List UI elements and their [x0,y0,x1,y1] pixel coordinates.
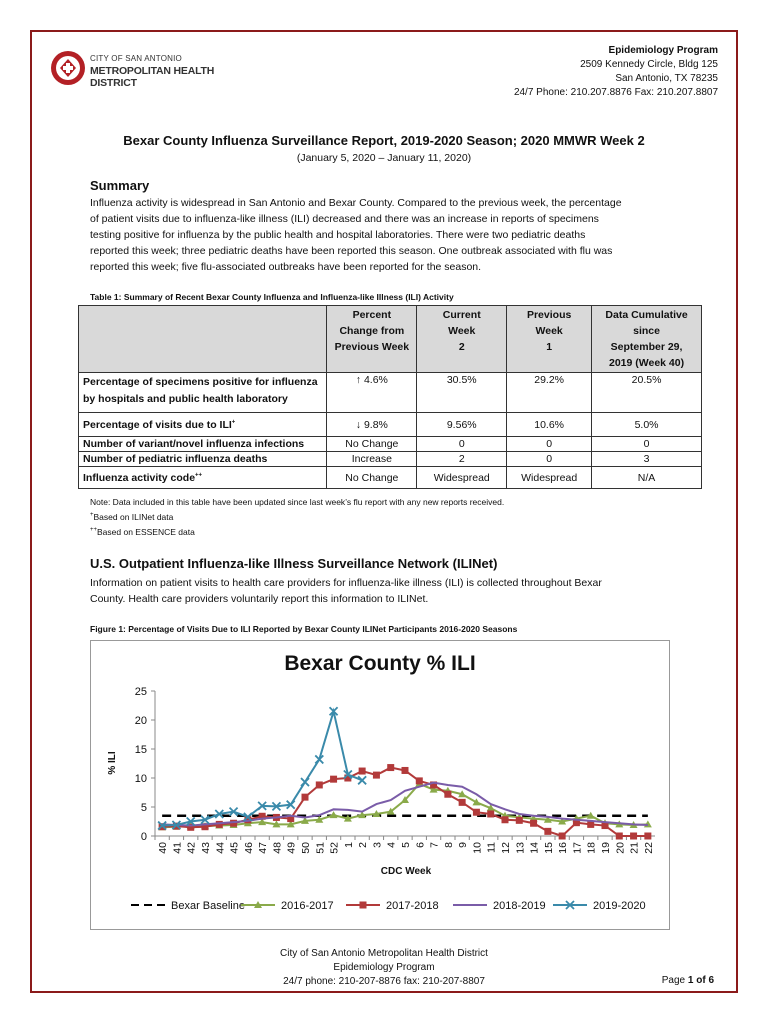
table-cell: Widespread [417,467,507,489]
legend-label: Bexar Baseline [171,900,245,912]
x-tick-label: 6 [414,842,427,848]
x-tick-label: 51 [314,842,327,854]
x-tick-label: 13 [514,842,527,854]
row-label: Number of variant/novel influenza infections [79,437,327,452]
y-tick-label: 15 [134,744,147,756]
x-tick-label: 45 [228,842,241,854]
row-label: Percentage of visits due to ILI+ [79,413,327,437]
x-tick-label: 43 [200,842,212,854]
x-tick-label: 17 [571,842,584,854]
x-tick-label: 21 [628,842,641,854]
table-row [79,467,702,489]
figure-caption: Figure 1: Percentage of Visits Due to ILI Reported by Bexar County ILINet Participants 2016-2020 Seasons [90,624,518,634]
y-tick-label: 10 [134,773,147,785]
phone-line: 24/7 Phone: 210.207.8876 Fax: 210.207.8807 [513,87,718,98]
legend-label: 2016-2017 [281,900,334,912]
table-cell: 30.5% [417,373,507,413]
table-notes [90,496,710,539]
ilinet-paragraph [90,575,710,607]
header-percent-change: Percent Change from Previous Week [327,306,417,373]
report-title: Bexar County Influenza Surveillance Report, 2019-2020 Season; 2020 MMWR Week 2 [123,133,645,148]
x-tick-label: 42 [185,842,198,854]
data-point [473,809,480,816]
table-cell: 0 [417,437,507,452]
data-point [487,810,494,817]
header-cumulative: Data Cumulative since September 29, 2019 (Week 40) [592,306,702,373]
ilinet-line: Information on patient visits to health care providers for influenza-like illness (ILI) is collected throughout Bexar [90,577,602,589]
logo [50,48,240,88]
x-tick-label: 5 [400,842,412,848]
table-header-blank [79,306,327,373]
x-tick-label: 18 [585,842,598,854]
x-tick-label: 7 [428,842,441,848]
table-caption: Table 1: Summary of Recent Bexar County Influenza and Influenza-like Illness (ILI) Activity [90,292,454,302]
legend-label: 2017-2018 [386,900,439,912]
address-line-1: 2509 Kennedy Circle, Bldg 125 [580,59,718,70]
x-tick-label: 48 [271,842,284,854]
x-tick-label: 16 [557,842,570,854]
series-line-2019-2020 [162,711,362,825]
table-row [79,452,702,467]
table-cell: 2 [417,452,507,467]
y-tick-label: 0 [140,831,147,843]
data-point [516,817,523,824]
table-cell: 29.2% [507,373,592,413]
x-tick-label: 47 [257,842,270,854]
x-tick-label: 1 [342,842,355,848]
data-point [358,776,366,784]
table-cell: ↓ 9.8% [327,413,417,437]
legend-label: 2018-2019 [493,900,546,912]
table-cell: No Change [327,437,417,452]
report-date-range: (January 5, 2020 – January 11, 2020) [296,152,472,164]
x-tick-label: 3 [371,842,384,848]
table-cell: No Change [327,467,417,489]
y-tick-label: 25 [134,686,147,698]
summary-table [78,305,702,489]
x-axis-label: CDC Week [380,866,432,877]
x-tick-label: 15 [542,842,555,854]
x-tick-label: 11 [485,842,498,853]
summary-line: reported this week; three pediatric deaths have been reported this season. One outbreak associated with flu was [90,245,613,257]
table-cell: 0 [507,452,592,467]
table-row [79,437,702,452]
table-cell: Widespread [507,467,592,489]
data-point [630,833,637,840]
data-point [544,828,551,835]
data-point [359,768,366,775]
footer-line-1: City of San Antonio Metropolitan Health District [280,948,488,959]
table-cell: 10.6% [507,413,592,437]
series-line-2018-2019 [162,783,648,826]
footer-line-3: 24/7 phone: 210-207-8876 fax: 210-207-8807 [283,976,485,987]
row-label: Number of pediatric influenza deaths [79,452,327,467]
data-point [502,816,509,823]
table-row [79,413,702,437]
table-cell: 0 [592,437,702,452]
data-point [302,794,309,801]
data-point [644,833,651,840]
table-cell: ↑ 4.6% [327,373,417,413]
summary-heading: Summary [90,178,150,193]
header-current-week: Current Week 2 [417,306,507,373]
ilinet-heading: U.S. Outpatient Influenza-like Illness Surveillance Network (ILINet) [90,556,498,571]
page-number: Page 1 of 6 [661,975,714,986]
x-tick-label: 41 [171,842,184,854]
table-note: Note: Data included in this table have been updated since last week’s flu report with any new reports received. [90,497,505,507]
data-point [559,833,566,840]
table-cell: 9.56% [417,413,507,437]
x-tick-label: 44 [214,842,227,854]
x-tick-label: 12 [500,842,512,854]
header-previous-week: Previous Week 1 [507,306,592,373]
x-tick-label: 49 [285,842,298,854]
x-tick-label: 8 [442,842,455,848]
summary-paragraph [90,195,710,275]
table-cell: N/A [592,467,702,489]
table-cell: Increase [327,452,417,467]
legend-marker [360,902,367,909]
x-tick-label: 46 [242,842,255,854]
x-tick-label: 2 [357,842,370,848]
ilinet-line: County. Health care providers voluntarily report this information to ILINet. [90,593,429,605]
table-cell: 5.0% [592,413,702,437]
footer [30,947,738,989]
summary-line: of patient visits due to influenza-like illness (ILI) decreased and there was an increase in reports of specimens [90,213,599,225]
chart-title: Bexar County % ILI [284,652,476,675]
logo-district-text: METROPOLITAN HEALTH DISTRICT [90,65,215,89]
footnote-essence: ++Based on ESSENCE data [90,526,195,537]
table-cell: 0 [507,437,592,452]
data-point [316,781,323,788]
summary-line: testing positive for influenza by the public health and hospital laboratories. There were two pediatric deaths [90,229,586,241]
data-point [530,820,537,827]
x-tick-label: 10 [471,842,484,854]
data-point [373,772,380,779]
table-row [79,373,702,413]
logo-city-text: CITY OF SAN ANTONIO [90,54,182,63]
x-tick-label: 9 [457,842,470,848]
table-cell: 3 [592,452,702,467]
ili-chart-svg [91,641,669,929]
address-block [514,44,718,100]
program-name: Epidemiology Program [608,45,718,56]
x-tick-label: 52 [328,842,341,854]
x-tick-label: 22 [642,842,655,854]
x-tick-label: 50 [300,842,312,854]
data-point [402,767,409,774]
y-tick-label: 5 [140,802,147,814]
row-label: Influenza activity code++ [79,467,327,489]
table-header-row [79,306,702,373]
table-cell: 20.5% [592,373,702,413]
x-tick-label: 14 [528,842,541,854]
summary-line: Influenza activity is widespread in San Antonio and Bexar County. Compared to the previous week, the percentage [90,197,622,209]
data-point [387,764,394,771]
x-tick-label: 19 [600,842,612,854]
data-point [330,776,337,783]
row-label: Percentage of specimens positive for influenza by hospitals and public health laboratory [79,373,327,413]
data-point [444,791,451,798]
legend-label: 2019-2020 [593,900,646,912]
footer-line-2: Epidemiology Program [333,962,435,973]
y-axis-label: % ILI [107,751,118,775]
footnote-ilinet: +Based on ILINet data [90,511,174,522]
summary-line: reported this week; five flu-associated outbreaks have been reported for the season. [90,261,482,273]
health-district-seal-icon [50,50,86,86]
x-tick-label: 40 [157,842,170,854]
address-line-2: San Antonio, TX 78235 [615,73,718,84]
y-tick-label: 20 [134,715,147,727]
data-point [459,799,466,806]
data-point [616,833,623,840]
data-point [301,778,309,786]
x-tick-label: 4 [385,842,398,848]
data-point [416,777,423,784]
ili-chart [90,640,670,930]
x-tick-label: 20 [614,842,627,854]
